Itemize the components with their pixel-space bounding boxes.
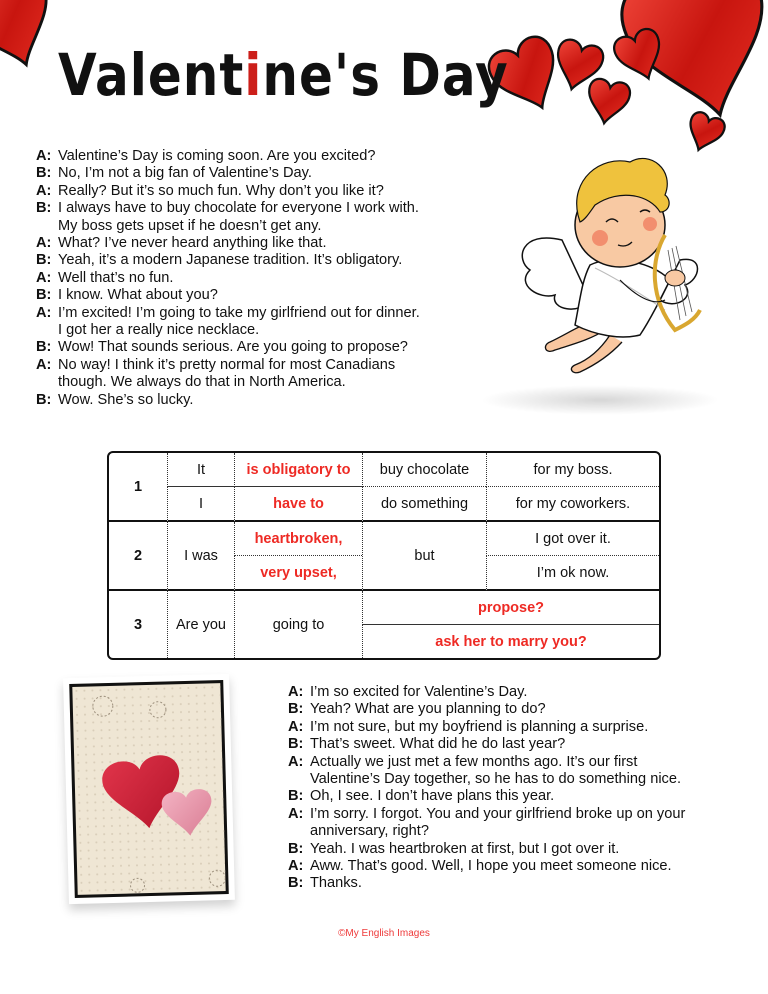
row-number: 3 — [133, 616, 143, 633]
dialog-text: I’m so excited for Valentine’s Day. — [310, 684, 528, 700]
dialog-line — [36, 287, 420, 304]
dialog-text: No way! I think it’s pretty normal for most Canadians — [58, 356, 396, 373]
dialog-line — [288, 841, 685, 858]
lace-background — [72, 683, 228, 898]
ending-cell: I’m ok now. — [486, 556, 659, 591]
dialog-line — [288, 684, 685, 701]
dialog-text: Yeah, it’s a modern Japanese tradition. It’s obligatory. — [58, 252, 403, 269]
speaker-label: A: — [36, 356, 52, 373]
speaker-label: B: — [288, 701, 304, 718]
dialog-line-continuation: though. We always do that in North America. — [58, 374, 346, 391]
title-accent-letter: i — [244, 42, 263, 109]
dialog-text: Well that’s no fun. — [58, 269, 174, 286]
subject-cell: I was — [167, 522, 234, 591]
dialog-line — [288, 806, 685, 823]
speaker-label: B: — [288, 736, 304, 753]
glitter-hearts-photo — [63, 674, 235, 904]
dialog-line — [36, 148, 420, 165]
sentence-pattern-table — [107, 451, 661, 660]
dialog-line-continuation: Valentine’s Day together, so he has to do something nice. — [310, 771, 682, 788]
dialog-line — [36, 270, 420, 287]
dialog-text: I’m excited! I’m going to take my girlfriend out for dinner. — [58, 304, 420, 321]
speaker-label: B: — [36, 391, 52, 408]
dialog-text: Thanks. — [310, 875, 362, 892]
dialog-line — [36, 183, 420, 200]
heart-icon — [584, 77, 632, 126]
verb-cell: do something — [362, 487, 486, 522]
dialog-line — [288, 719, 685, 736]
dialog-line — [288, 701, 685, 718]
speaker-label: B: — [288, 840, 304, 857]
dialog-text: Really? But it’s so much fun. Why don’t you like it? — [58, 182, 384, 199]
subject-cell: Are you — [167, 591, 234, 658]
dialog-text: I’m not sure, but my boyfriend is planning a surprise. — [310, 718, 649, 735]
speaker-label: A: — [288, 718, 304, 735]
dialog-text: That’s sweet. What did he do last year? — [310, 736, 566, 753]
middle-cell: going to — [234, 591, 362, 658]
table-row — [109, 487, 659, 522]
dialog-line — [36, 305, 420, 322]
dialog-line — [36, 339, 420, 356]
dialog-line — [288, 754, 685, 771]
dialog-line — [36, 200, 420, 217]
speaker-label: A: — [288, 805, 304, 822]
copyright-footer: ©My English Images — [338, 928, 430, 939]
speaker-label: A: — [36, 235, 52, 252]
dialog-line-continuation: My boss gets upset if he doesn’t get any. — [58, 217, 322, 234]
speaker-label: B: — [36, 200, 52, 217]
dialog-text: Aww. That’s good. Well, I hope you meet someone nice. — [310, 858, 672, 875]
ending-cell: for my coworkers. — [486, 487, 659, 522]
dialog-line — [36, 392, 420, 409]
ending-cell: for my boss. — [486, 453, 659, 487]
subject-cell: It — [167, 453, 234, 487]
key-phrase-cell: is obligatory to — [234, 453, 362, 487]
dialog-text: Wow. She’s so lucky. — [58, 391, 194, 408]
dialog-text: Valentine’s Day is coming soon. Are you excited? — [58, 148, 376, 164]
heart-icon — [0, 0, 67, 79]
dialog-line-continuation: I got her a really nice necklace. — [58, 322, 260, 339]
dialog-line — [36, 165, 420, 182]
speaker-label: A: — [288, 753, 304, 770]
dialog-text: What? I’ve never heard anything like that. — [58, 235, 327, 252]
speaker-label: A: — [36, 182, 52, 199]
speaker-label: B: — [36, 165, 52, 182]
dialog-line — [36, 235, 420, 252]
dialog-line-continuation: anniversary, right? — [310, 823, 429, 840]
speaker-label: A: — [36, 148, 52, 164]
dialog-text: I’m sorry. I forgot. You and your girlfriend broke up on your — [310, 805, 686, 822]
speaker-label: B: — [36, 287, 52, 304]
speaker-label: A: — [288, 684, 304, 700]
dialog-text: Yeah? What are you planning to do? — [310, 701, 546, 718]
key-phrase-cell: ask her to marry you? — [362, 625, 659, 658]
table-row — [109, 453, 659, 487]
dialog-text: Actually we just met a few months ago. It’s our first — [310, 753, 638, 770]
dialog-line — [288, 788, 685, 805]
key-phrase-cell: very upset, — [234, 556, 362, 591]
dialog-line — [36, 252, 420, 269]
cupid-illustration — [500, 150, 720, 380]
subject-cell: I — [167, 487, 234, 522]
speaker-label: A: — [288, 858, 304, 875]
verb-cell: buy chocolate — [362, 453, 486, 487]
speaker-label: A: — [36, 269, 52, 286]
dialog-line — [36, 357, 420, 374]
speaker-label: A: — [36, 304, 52, 321]
dialog-text: No, I’m not a big fan of Valentine’s Day. — [58, 165, 312, 182]
conjunction-cell: but — [362, 522, 486, 591]
dialog-text: I always have to buy chocolate for everyone I work with. — [58, 200, 419, 217]
row-number: 1 — [109, 453, 167, 522]
speaker-label: B: — [36, 339, 52, 356]
speaker-label: B: — [36, 252, 52, 269]
cupid-shadow — [480, 385, 720, 415]
dialog-text: Oh, I see. I don’t have plans this year. — [310, 788, 555, 805]
dialog-text: Wow! That sounds serious. Are you going to propose? — [58, 339, 408, 356]
dialog-1 — [36, 148, 420, 409]
key-phrase-cell: have to — [234, 487, 362, 522]
speaker-label: B: — [288, 875, 304, 892]
dialog-text: Yeah. I was heartbroken at first, but I got over it. — [310, 840, 620, 857]
dialog-line — [288, 858, 685, 875]
key-phrase-cell: heartbroken, — [234, 522, 362, 556]
dialog-line — [288, 875, 685, 892]
page-title: Valentine's Day — [58, 42, 509, 109]
dialog-2 — [288, 684, 685, 893]
speaker-label: B: — [288, 788, 304, 805]
dialog-text: I know. What about you? — [58, 287, 218, 304]
ending-cell: I got over it. — [486, 522, 659, 556]
dialog-line — [288, 736, 685, 753]
table-row — [109, 591, 659, 625]
key-phrase-cell: propose? — [362, 591, 659, 625]
row-number: 2 — [109, 522, 167, 591]
table-row — [109, 522, 659, 556]
